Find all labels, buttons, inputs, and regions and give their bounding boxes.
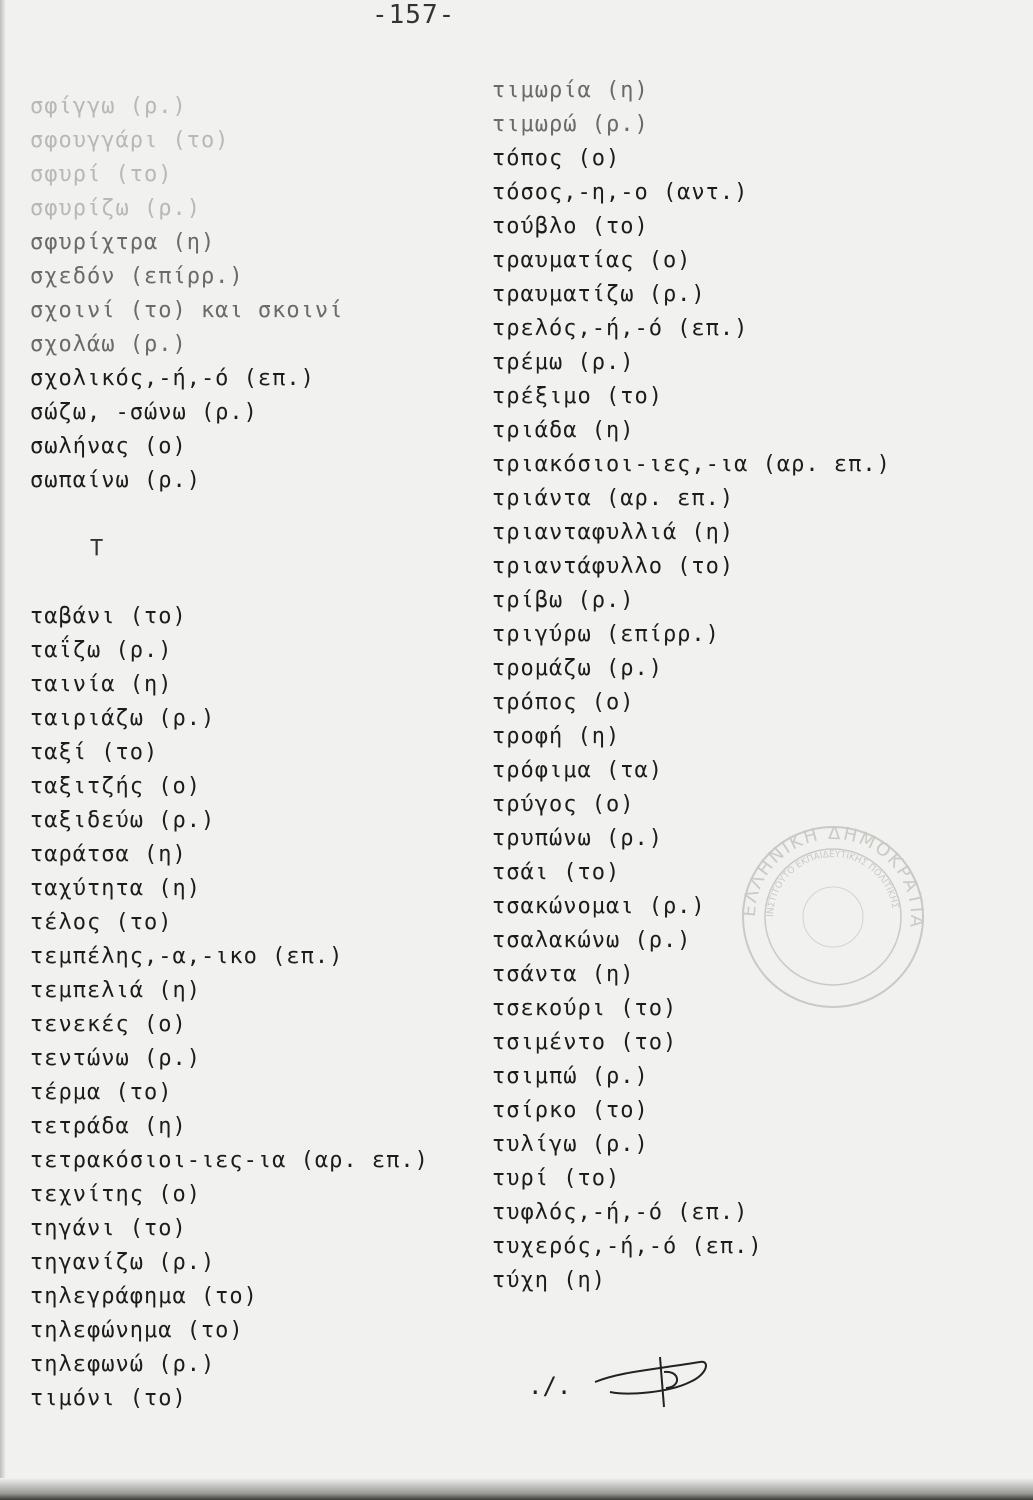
dictionary-entry: τυφλός,-ή,-ό (επ.): [492, 1200, 749, 1225]
dictionary-entry: τσάι (το): [492, 860, 621, 885]
dictionary-entry: ταιριάζω (ρ.): [30, 706, 216, 731]
dictionary-entry: τετράδα (η): [30, 1114, 187, 1139]
dictionary-entry: τσιμέντο (το): [492, 1030, 678, 1055]
dictionary-entry: τριγύρω (επίρρ.): [492, 622, 720, 647]
end-mark: ./.: [528, 1372, 572, 1400]
dictionary-entry: τετρακόσιοι-ιες-ια (αρ. επ.): [30, 1148, 429, 1173]
dictionary-entry: τυχερός,-ή,-ό (επ.): [492, 1234, 763, 1259]
dictionary-entry: τυλίγω (ρ.): [492, 1132, 649, 1157]
dictionary-entry: τσεκούρι (το): [492, 996, 678, 1021]
dictionary-entry: τέρμα (το): [30, 1080, 173, 1105]
dictionary-entry: τρελός,-ή,-ό (επ.): [492, 316, 749, 341]
dictionary-entry: τόπος (ο): [492, 146, 621, 171]
stamp-inner-text: ΙΝΣΤΙΤΟΥΤΟ ΕΚΠΑΙΔΕΥΤΙΚΗΣ ΠΟΛΙΤΙΚΗΣ: [765, 849, 900, 918]
dictionary-entry: ταξιτζής (ο): [30, 774, 201, 799]
dictionary-entry: τρύγος (ο): [492, 792, 635, 817]
dictionary-entry: ταράτσα (η): [30, 842, 187, 867]
dictionary-entry: τενεκές (ο): [30, 1012, 187, 1037]
dictionary-entry: τσιμπώ (ρ.): [492, 1064, 649, 1089]
letter-heading: Τ: [90, 536, 104, 561]
dictionary-entry: τρυπώνω (ρ.): [492, 826, 663, 851]
dictionary-entry: τούβλο (το): [492, 214, 649, 239]
right-column: [492, 74, 1012, 1298]
dictionary-entry: τρέμω (ρ.): [492, 350, 635, 375]
dictionary-entry: τσαλακώνω (ρ.): [492, 928, 692, 953]
dictionary-entry: τεχνίτης (ο): [30, 1182, 201, 1207]
dictionary-entry: τρόφιμα (τα): [492, 758, 663, 783]
dictionary-entry: σφυρίζω (ρ.): [30, 196, 201, 221]
dictionary-entry: τέλος (το): [30, 910, 173, 935]
stamp-outer-text: ΕΛΛΗΝΙΚΗ ΔΗΜΟΚΡΑΤΙΑ: [738, 822, 928, 930]
left-entries-after: [30, 600, 480, 1416]
dictionary-entry: τεμπέλης,-α,-ικο (επ.): [30, 944, 344, 969]
dictionary-entry: τριακόσιοι-ιες,-ια (αρ. επ.): [492, 452, 891, 477]
dictionary-entry: τριάντα (αρ. επ.): [492, 486, 735, 511]
dictionary-entry: τηγάνι (το): [30, 1216, 187, 1241]
left-entries-before: [30, 90, 480, 498]
page-edge: [0, 0, 6, 1500]
dictionary-entry: τηλεφωνώ (ρ.): [30, 1352, 216, 1377]
dictionary-entry: ταΐζω (ρ.): [30, 638, 173, 663]
dictionary-entry: τσίρκο (το): [492, 1098, 649, 1123]
dictionary-entry: σφυρί (το): [30, 162, 173, 187]
dictionary-entry: τεντώνω (ρ.): [30, 1046, 201, 1071]
dictionary-entry: τεμπελιά (η): [30, 978, 201, 1003]
dictionary-entry: σφίγγω (ρ.): [30, 94, 187, 119]
dictionary-entry: ταβάνι (το): [30, 604, 187, 629]
dictionary-entry: σφυρίχτρα (η): [30, 230, 216, 255]
dictionary-entry: σφουγγάρι (το): [30, 128, 230, 153]
dictionary-entry: τιμωρώ (ρ.): [492, 112, 649, 137]
dictionary-entry: τρέξιμο (το): [492, 384, 663, 409]
dictionary-entry: σχολικός,-ή,-ό (επ.): [30, 366, 315, 391]
dictionary-entry: σχοινί (το) και σκοινί: [30, 298, 344, 323]
dictionary-entry: τηλεφώνημα (το): [30, 1318, 244, 1343]
dictionary-entry: τραυματίζω (ρ.): [492, 282, 706, 307]
dictionary-entry: τυρί (το): [492, 1166, 621, 1191]
dictionary-entry: τσάντα (η): [492, 962, 635, 987]
dictionary-entry: τρίβω (ρ.): [492, 588, 635, 613]
page-bottom-shadow: [0, 1478, 1033, 1500]
dictionary-entry: τηλεγράφημα (το): [30, 1284, 258, 1309]
dictionary-entry: τύχη (η): [492, 1268, 606, 1293]
dictionary-entry: τρόπος (ο): [492, 690, 635, 715]
dictionary-entry: τρομάζω (ρ.): [492, 656, 663, 681]
dictionary-entry: τραυματίας (ο): [492, 248, 692, 273]
dictionary-entry: τροφή (η): [492, 724, 621, 749]
page-number: -157-: [372, 0, 456, 30]
dictionary-entry: σχολάω (ρ.): [30, 332, 187, 357]
signature: [590, 1352, 720, 1412]
dictionary-entry: τριαντάφυλλο (το): [492, 554, 735, 579]
dictionary-entry: σωλήνας (ο): [30, 434, 187, 459]
dictionary-entry: σωπαίνω (ρ.): [30, 468, 201, 493]
stamp-seal: [738, 822, 928, 1012]
dictionary-entry: ταινία (η): [30, 672, 173, 697]
dictionary-entry: τόσος,-η,-ο (αντ.): [492, 180, 749, 205]
left-column: [30, 90, 480, 1416]
dictionary-entry: σώζω, -σώνω (ρ.): [30, 400, 258, 425]
dictionary-entry: ταξί (το): [30, 740, 159, 765]
dictionary-entry: τριάδα (η): [492, 418, 635, 443]
dictionary-entry: ταξιδεύω (ρ.): [30, 808, 216, 833]
dictionary-entry: τηγανίζω (ρ.): [30, 1250, 216, 1275]
dictionary-entry: τιμόνι (το): [30, 1386, 187, 1411]
dictionary-entry: τιμωρία (η): [492, 78, 649, 103]
right-entries: [492, 74, 1012, 1298]
dictionary-entry: σχεδόν (επίρρ.): [30, 264, 244, 289]
dictionary-entry: τριανταφυλλιά (η): [492, 520, 735, 545]
dictionary-entry: τσακώνομαι (ρ.): [492, 894, 706, 919]
dictionary-entry: ταχύτητα (η): [30, 876, 201, 901]
